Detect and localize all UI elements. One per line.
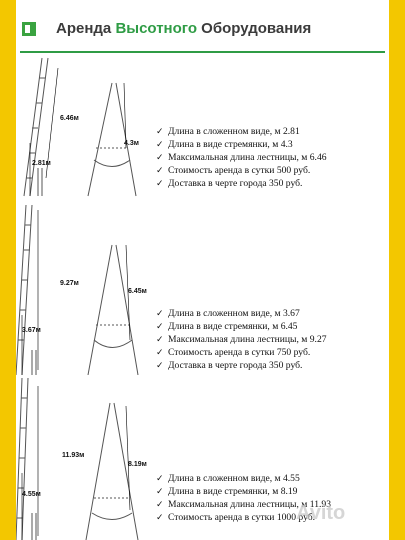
spec-list-1 [156,125,327,190]
title-accent: Высотного [115,20,197,37]
dim-folded-3: 4.55м [22,491,41,498]
spec-item: ✓ Доставка в черте города 350 руб. [156,177,327,190]
logo-icon [22,22,36,36]
header [16,6,389,50]
dim-stepladder-2: 6.45м [128,288,147,295]
dim-stepladder-3: 8.19м [128,461,147,468]
page-title [56,20,311,37]
spec-item: ✓ Длина в сложенном виде, м 4.55 [156,472,331,485]
spec-item: ✓ Длина в виде стремянки, м 4.3 [156,138,327,151]
spec-item: ✓ Максимальная длина лестницы, м 9.27 [156,333,327,346]
dim-stepladder-1: 4.3м [124,140,139,147]
spec-item: ✓ Длина в виде стремянки, м 6.45 [156,320,327,333]
spec-item: ✓ Длина в сложенном виде, м 3.67 [156,307,327,320]
ladder-drawing-1 [16,48,156,198]
spec-list-2 [156,307,327,372]
title-part1: Аренда [56,20,112,37]
spec-item: ✓ Стоимость аренда в сутки 750 руб. [156,346,327,359]
dim-extended-2: 9.27м [60,280,79,287]
title-part2: Оборудования [201,20,312,37]
dim-extended-3: 11.93м [62,452,85,459]
dim-extended-1: 6.46м [60,115,79,122]
spec-item: ✓ Максимальная длина лестницы, м 11.93 [156,498,331,511]
spec-item: ✓ Максимальная длина лестницы, м 6.46 [156,151,327,164]
spec-item: ✓ Стоимость аренда в сутки 1000 руб. [156,511,331,524]
spec-item: ✓ Длина в сложенном виде, м 2.81 [156,125,327,138]
spec-item: ✓ Стоимость аренда в сутки 500 руб. [156,164,327,177]
dim-folded-1: 2.81м [32,160,51,167]
ladder-drawing-3 [16,378,156,540]
watermark: Avito [296,502,346,524]
spec-item: ✓ Доставка в черте города 350 руб. [156,359,327,372]
rental-flyer [16,0,389,540]
spec-item: ✓ Длина в виде стремянки, м 8.19 [156,485,331,498]
dim-folded-2: 3.67м [22,327,41,334]
